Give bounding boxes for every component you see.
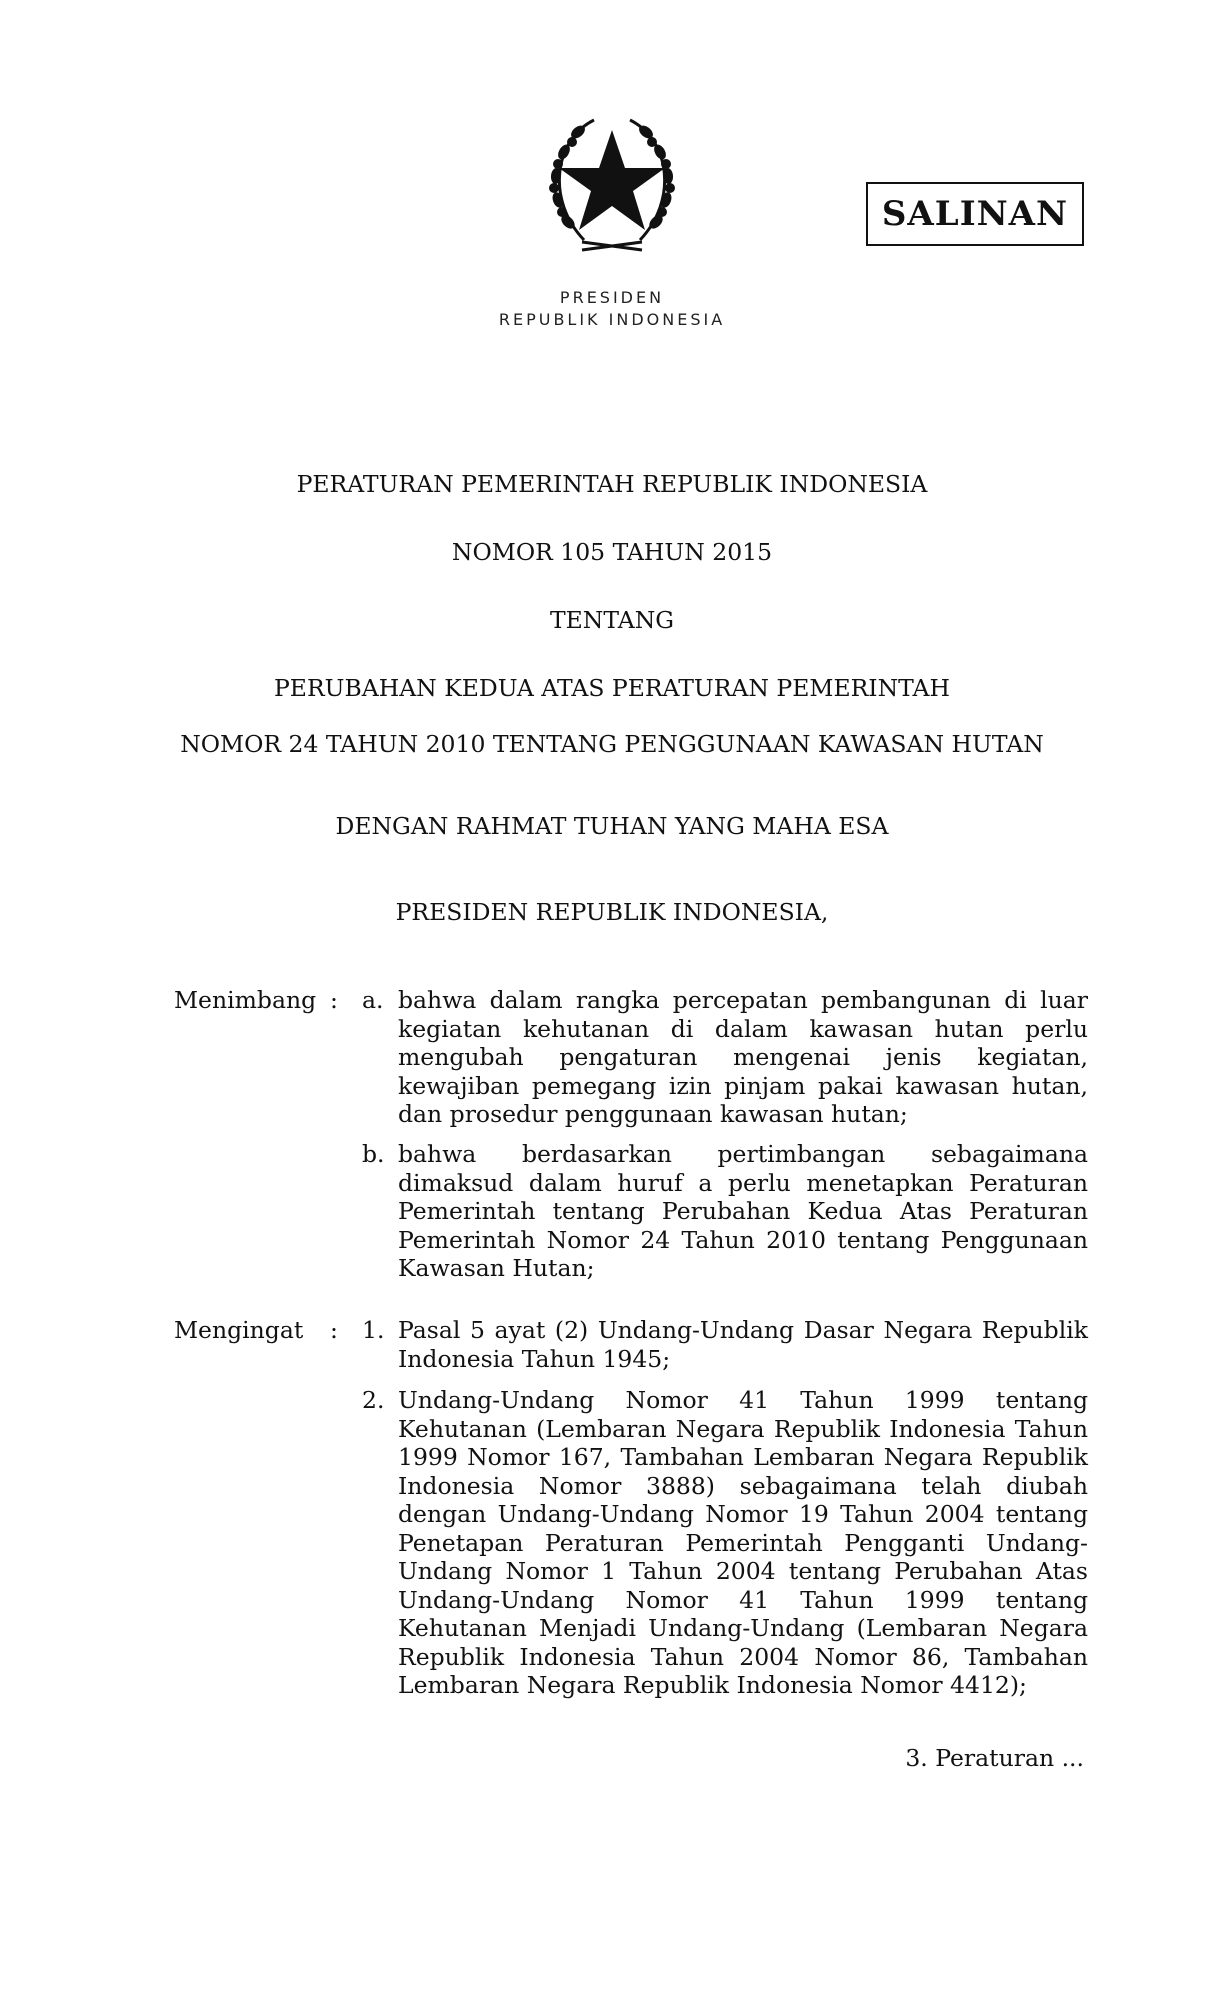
menimbang-label: Menimbang <box>174 986 317 1014</box>
stamp-text: SALINAN <box>881 194 1069 234</box>
title-line-2: NOMOR 105 TAHUN 2015 <box>451 538 773 566</box>
salinan-stamp <box>866 182 1084 246</box>
issuer-line-1: PRESIDEN <box>559 288 665 307</box>
menimbang-marker-a: a. <box>362 986 384 1014</box>
menimbang-colon: : <box>330 986 338 1014</box>
menimbang-item-b: bahwa berdasarkan pertimbangan sebagaimana dimaksud dalam huruf a perlu menetapkan Peraturan Pemerintah tentang Perubahan Kedua Atas Peraturan Pemerintah Nomor 24 Tahun 2010 tentang Penggunaan Kawasan Hutan; <box>398 1140 1088 1282</box>
mengingat-item-2: Undang-Undang Nomor 41 Tahun 1999 tentang Kehutanan (Lembaran Negara Republik Indonesia Tahun 1999 Nomor 167, Tambahan Lembaran Negara Republik Indonesia Nomor 3888) sebagaimana telah diubah dengan Undang-Undang Nomor 19 Tahun 2004 tentang Penetapan Peraturan Pemerintah Pengganti Undang-Undang Nomor 1 Tahun 2004 tentang Perubahan Atas Undang-Undang Nomor 41 Tahun 1999 tentang Kehutanan Menjadi Undang-Undang (Lembaran Negara Republik Indonesia Tahun 2004 Nomor 86, Tambahan Lembaran Negara Republik Indonesia Nomor 4412); <box>398 1386 1088 1699</box>
emblem-graphic <box>532 100 692 258</box>
mengingat-item-1: Pasal 5 ayat (2) Undang-Undang Dasar Negara Republik Indonesia Tahun 1945; <box>398 1316 1088 1373</box>
title-line-4: PERUBAHAN KEDUA ATAS PERATURAN PEMERINTAH <box>274 674 950 702</box>
title-line-5: NOMOR 24 TAHUN 2010 TENTANG PENGGUNAAN KAWASAN HUTAN <box>180 730 1044 758</box>
menimbang-item-a: bahwa dalam rangka percepatan pembangunan di luar kegiatan kehutanan di dalam kawasan hutan perlu mengubah pengaturan mengenai jenis kegiatan, kewajiban pemegang izin pinjam pakai kawasan hutan, dan prosedur penggunaan kawasan hutan; <box>398 986 1088 1128</box>
garuda-star-emblem-icon <box>532 100 692 258</box>
issuer-line-2: REPUBLIK INDONESIA <box>498 310 726 329</box>
title-line-6: DENGAN RAHMAT TUHAN YANG MAHA ESA <box>335 812 889 840</box>
title-line-3: TENTANG <box>549 606 675 634</box>
title-line-7: PRESIDEN REPUBLIK INDONESIA, <box>395 898 829 926</box>
mengingat-marker-1: 1. <box>362 1316 385 1344</box>
title-line-1: PERATURAN PEMERINTAH REPUBLIK INDONESIA <box>296 470 928 498</box>
mengingat-marker-2: 2. <box>362 1386 385 1414</box>
menimbang-marker-b: b. <box>362 1140 385 1168</box>
mengingat-label: Mengingat <box>174 1316 304 1344</box>
mengingat-colon: : <box>330 1316 338 1344</box>
continuation-marker: 3. Peraturan ... <box>905 1744 1084 1772</box>
